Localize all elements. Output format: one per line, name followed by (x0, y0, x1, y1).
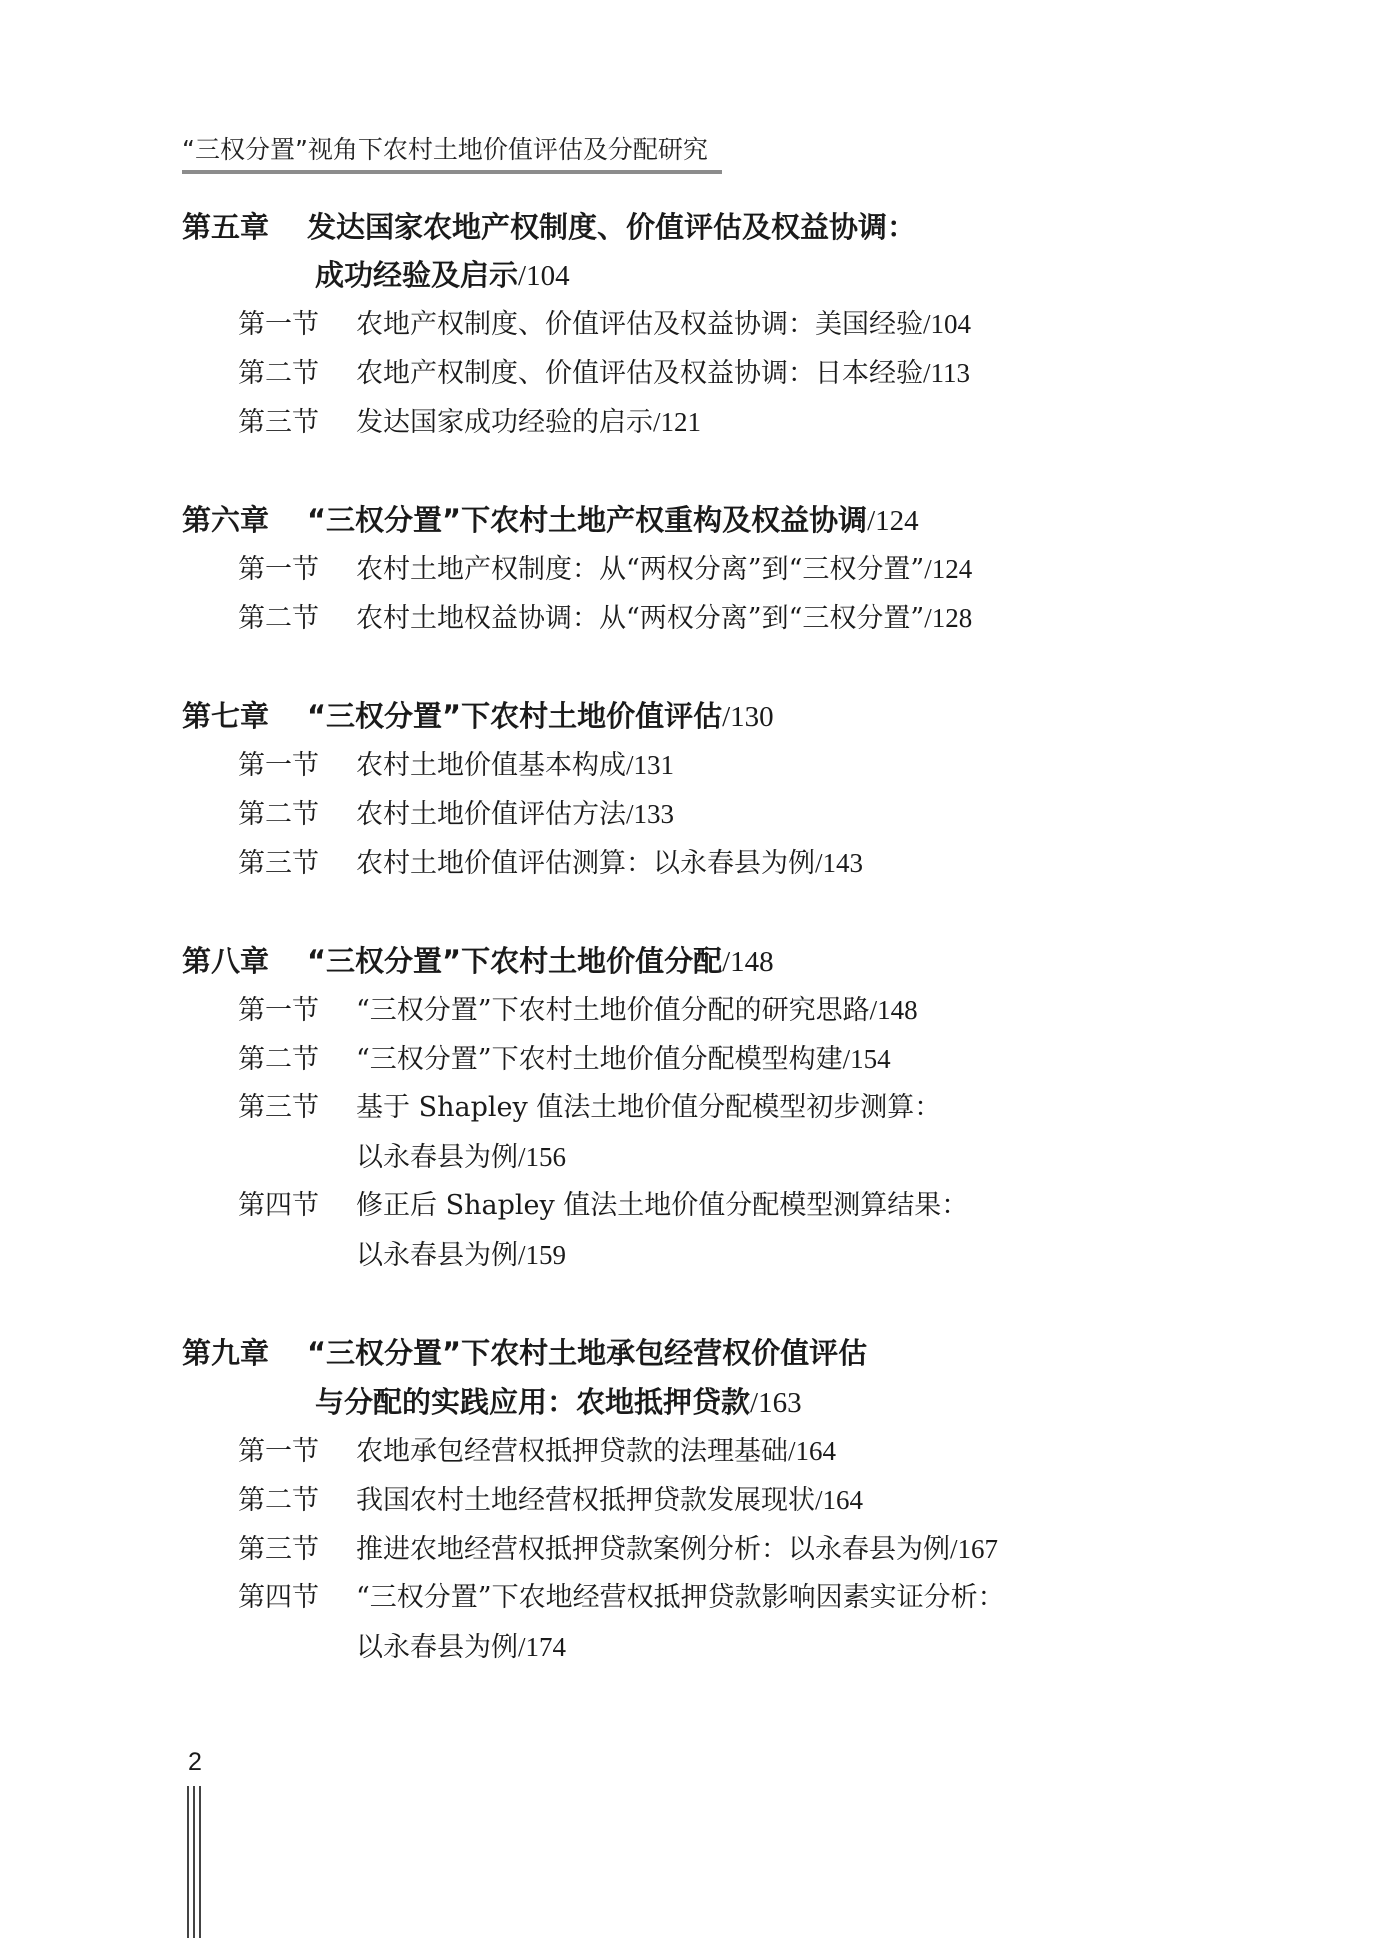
toc-section-6-1[interactable] (238, 549, 972, 590)
toc-section-8-3[interactable] (238, 1088, 941, 1128)
section-label: 第一节 (238, 1436, 319, 1467)
toc-chapter-9[interactable] (182, 1333, 867, 1373)
section-label: 第一节 (238, 554, 319, 585)
section-label: 第四节 (238, 1190, 319, 1221)
section-title: “三权分置”下农村土地价值分配的研究思路 (356, 995, 870, 1026)
page-number: /130 (722, 701, 774, 733)
section-title-cont: 以永春县为例 (356, 1142, 518, 1173)
page-number: /148 (722, 946, 774, 978)
page-number: /154 (842, 1044, 891, 1074)
toc-section-9-4[interactable] (238, 1578, 1005, 1618)
page-number: /164 (788, 1436, 837, 1466)
chapter-title: “三权分置”下农村土地价值评估 (307, 699, 723, 733)
toc-section-8-2[interactable] (238, 1039, 891, 1080)
chapter-title: “三权分置”下农村土地承包经营权价值评估 (307, 1336, 868, 1370)
page-number: /156 (518, 1142, 567, 1172)
toc-section-9-3[interactable] (238, 1529, 998, 1570)
section-title: 发达国家成功经验的启示 (356, 407, 653, 438)
folio-rule-3 (199, 1786, 201, 1938)
section-label: 第四节 (238, 1582, 319, 1613)
toc-section-8-3-cont[interactable] (356, 1137, 566, 1178)
section-title: 农地承包经营权抵押贷款的法理基础 (356, 1436, 788, 1467)
section-title: 农村土地权益协调：从“两权分离”到“三权分置” (356, 603, 925, 634)
chapter-title: “三权分置”下农村土地产权重构及权益协调 (307, 503, 868, 537)
chapter-label: 第八章 (182, 944, 270, 978)
page-number: /143 (815, 848, 864, 878)
toc-chapter-5-cont[interactable] (315, 255, 570, 296)
page-number: /167 (950, 1534, 999, 1564)
page-number: /128 (924, 603, 973, 633)
page-number: /113 (923, 358, 970, 388)
folio-rule-2 (193, 1786, 195, 1938)
toc-chapter-9-cont[interactable] (315, 1382, 802, 1423)
section-title-cont: 以永春县为例 (356, 1240, 518, 1271)
section-label: 第二节 (238, 358, 319, 389)
chapter-title-cont: 与分配的实践应用：农地抵押贷款 (315, 1385, 751, 1419)
toc-section-9-1[interactable] (238, 1431, 836, 1472)
chapter-label: 第九章 (182, 1336, 270, 1370)
toc-section-6-2[interactable] (238, 598, 972, 639)
chapter-label: 第五章 (182, 210, 270, 244)
page-number: /124 (867, 505, 919, 537)
page-number: /124 (924, 554, 973, 584)
section-title: 推进农地经营权抵押贷款案例分析：以永春县为例 (356, 1534, 950, 1565)
page-number: /174 (518, 1632, 567, 1662)
toc-section-5-3[interactable] (238, 402, 701, 443)
toc-section-7-1[interactable] (238, 745, 674, 786)
page-folio: 2 (188, 1748, 202, 1776)
section-label: 第一节 (238, 995, 319, 1026)
section-title: “三权分置”下农村土地价值分配模型构建 (356, 1044, 843, 1075)
section-label: 第二节 (238, 1044, 319, 1075)
toc-section-5-1[interactable] (238, 304, 971, 345)
section-title: 我国农村土地经营权抵押贷款发展现状 (356, 1485, 815, 1516)
section-title: “三权分置”下农地经营权抵押贷款影响因素实证分析： (356, 1582, 1005, 1613)
page-number: /133 (626, 799, 675, 829)
folio-rule-1 (187, 1786, 189, 1938)
page-number: /159 (518, 1240, 567, 1270)
toc-section-9-2[interactable] (238, 1480, 863, 1521)
chapter-label: 第七章 (182, 699, 270, 733)
toc-section-9-4-cont[interactable] (356, 1627, 566, 1668)
chapter-label: 第六章 (182, 503, 270, 537)
toc-chapter-6[interactable] (182, 500, 919, 541)
toc-section-8-4[interactable] (238, 1186, 968, 1226)
toc-section-7-3[interactable] (238, 843, 863, 884)
section-title: 农村土地价值评估测算：以永春县为例 (356, 848, 815, 879)
section-title: 基于 Shapley 值法土地价值分配模型初步测算： (356, 1092, 942, 1123)
section-label: 第二节 (238, 799, 319, 830)
chapter-title-cont: 成功经验及启示 (315, 258, 519, 292)
page-number: /121 (653, 407, 702, 437)
section-label: 第三节 (238, 407, 319, 438)
page-number: /164 (815, 1485, 864, 1515)
toc-section-7-2[interactable] (238, 794, 674, 835)
section-title-cont: 以永春县为例 (356, 1632, 518, 1663)
section-label: 第二节 (238, 603, 319, 634)
page-number: /131 (626, 750, 675, 780)
section-title: 农地产权制度、价值评估及权益协调：美国经验 (356, 309, 923, 340)
section-label: 第三节 (238, 848, 319, 879)
toc-chapter-8[interactable] (182, 941, 774, 982)
section-label: 第三节 (238, 1534, 319, 1565)
section-title: 农村土地价值基本构成 (356, 750, 626, 781)
section-label: 第一节 (238, 309, 319, 340)
toc-chapter-7[interactable] (182, 696, 774, 737)
section-label: 第一节 (238, 750, 319, 781)
chapter-title: “三权分置”下农村土地价值分配 (307, 944, 723, 978)
page-number: /104 (923, 309, 972, 339)
page-number: /163 (750, 1387, 802, 1419)
page-number: /148 (869, 995, 918, 1025)
running-head: “三权分置”视角下农村土地价值评估及分配研究 (182, 132, 722, 174)
toc-section-8-1[interactable] (238, 990, 918, 1031)
chapter-title: 发达国家农地产权制度、价值评估及权益协调： (307, 210, 917, 244)
toc-section-8-4-cont[interactable] (356, 1235, 566, 1276)
toc-chapter-5[interactable] (182, 207, 916, 247)
section-title: 农地产权制度、价值评估及权益协调：日本经验 (356, 358, 923, 389)
page-number: /104 (518, 260, 570, 292)
section-title: 农村土地价值评估方法 (356, 799, 626, 830)
section-title: 修正后 Shapley 值法土地价值分配模型测算结果： (356, 1190, 969, 1221)
section-label: 第二节 (238, 1485, 319, 1516)
section-title: 农村土地产权制度：从“两权分离”到“三权分置” (356, 554, 925, 585)
toc-section-5-2[interactable] (238, 353, 970, 394)
section-label: 第三节 (238, 1092, 319, 1123)
